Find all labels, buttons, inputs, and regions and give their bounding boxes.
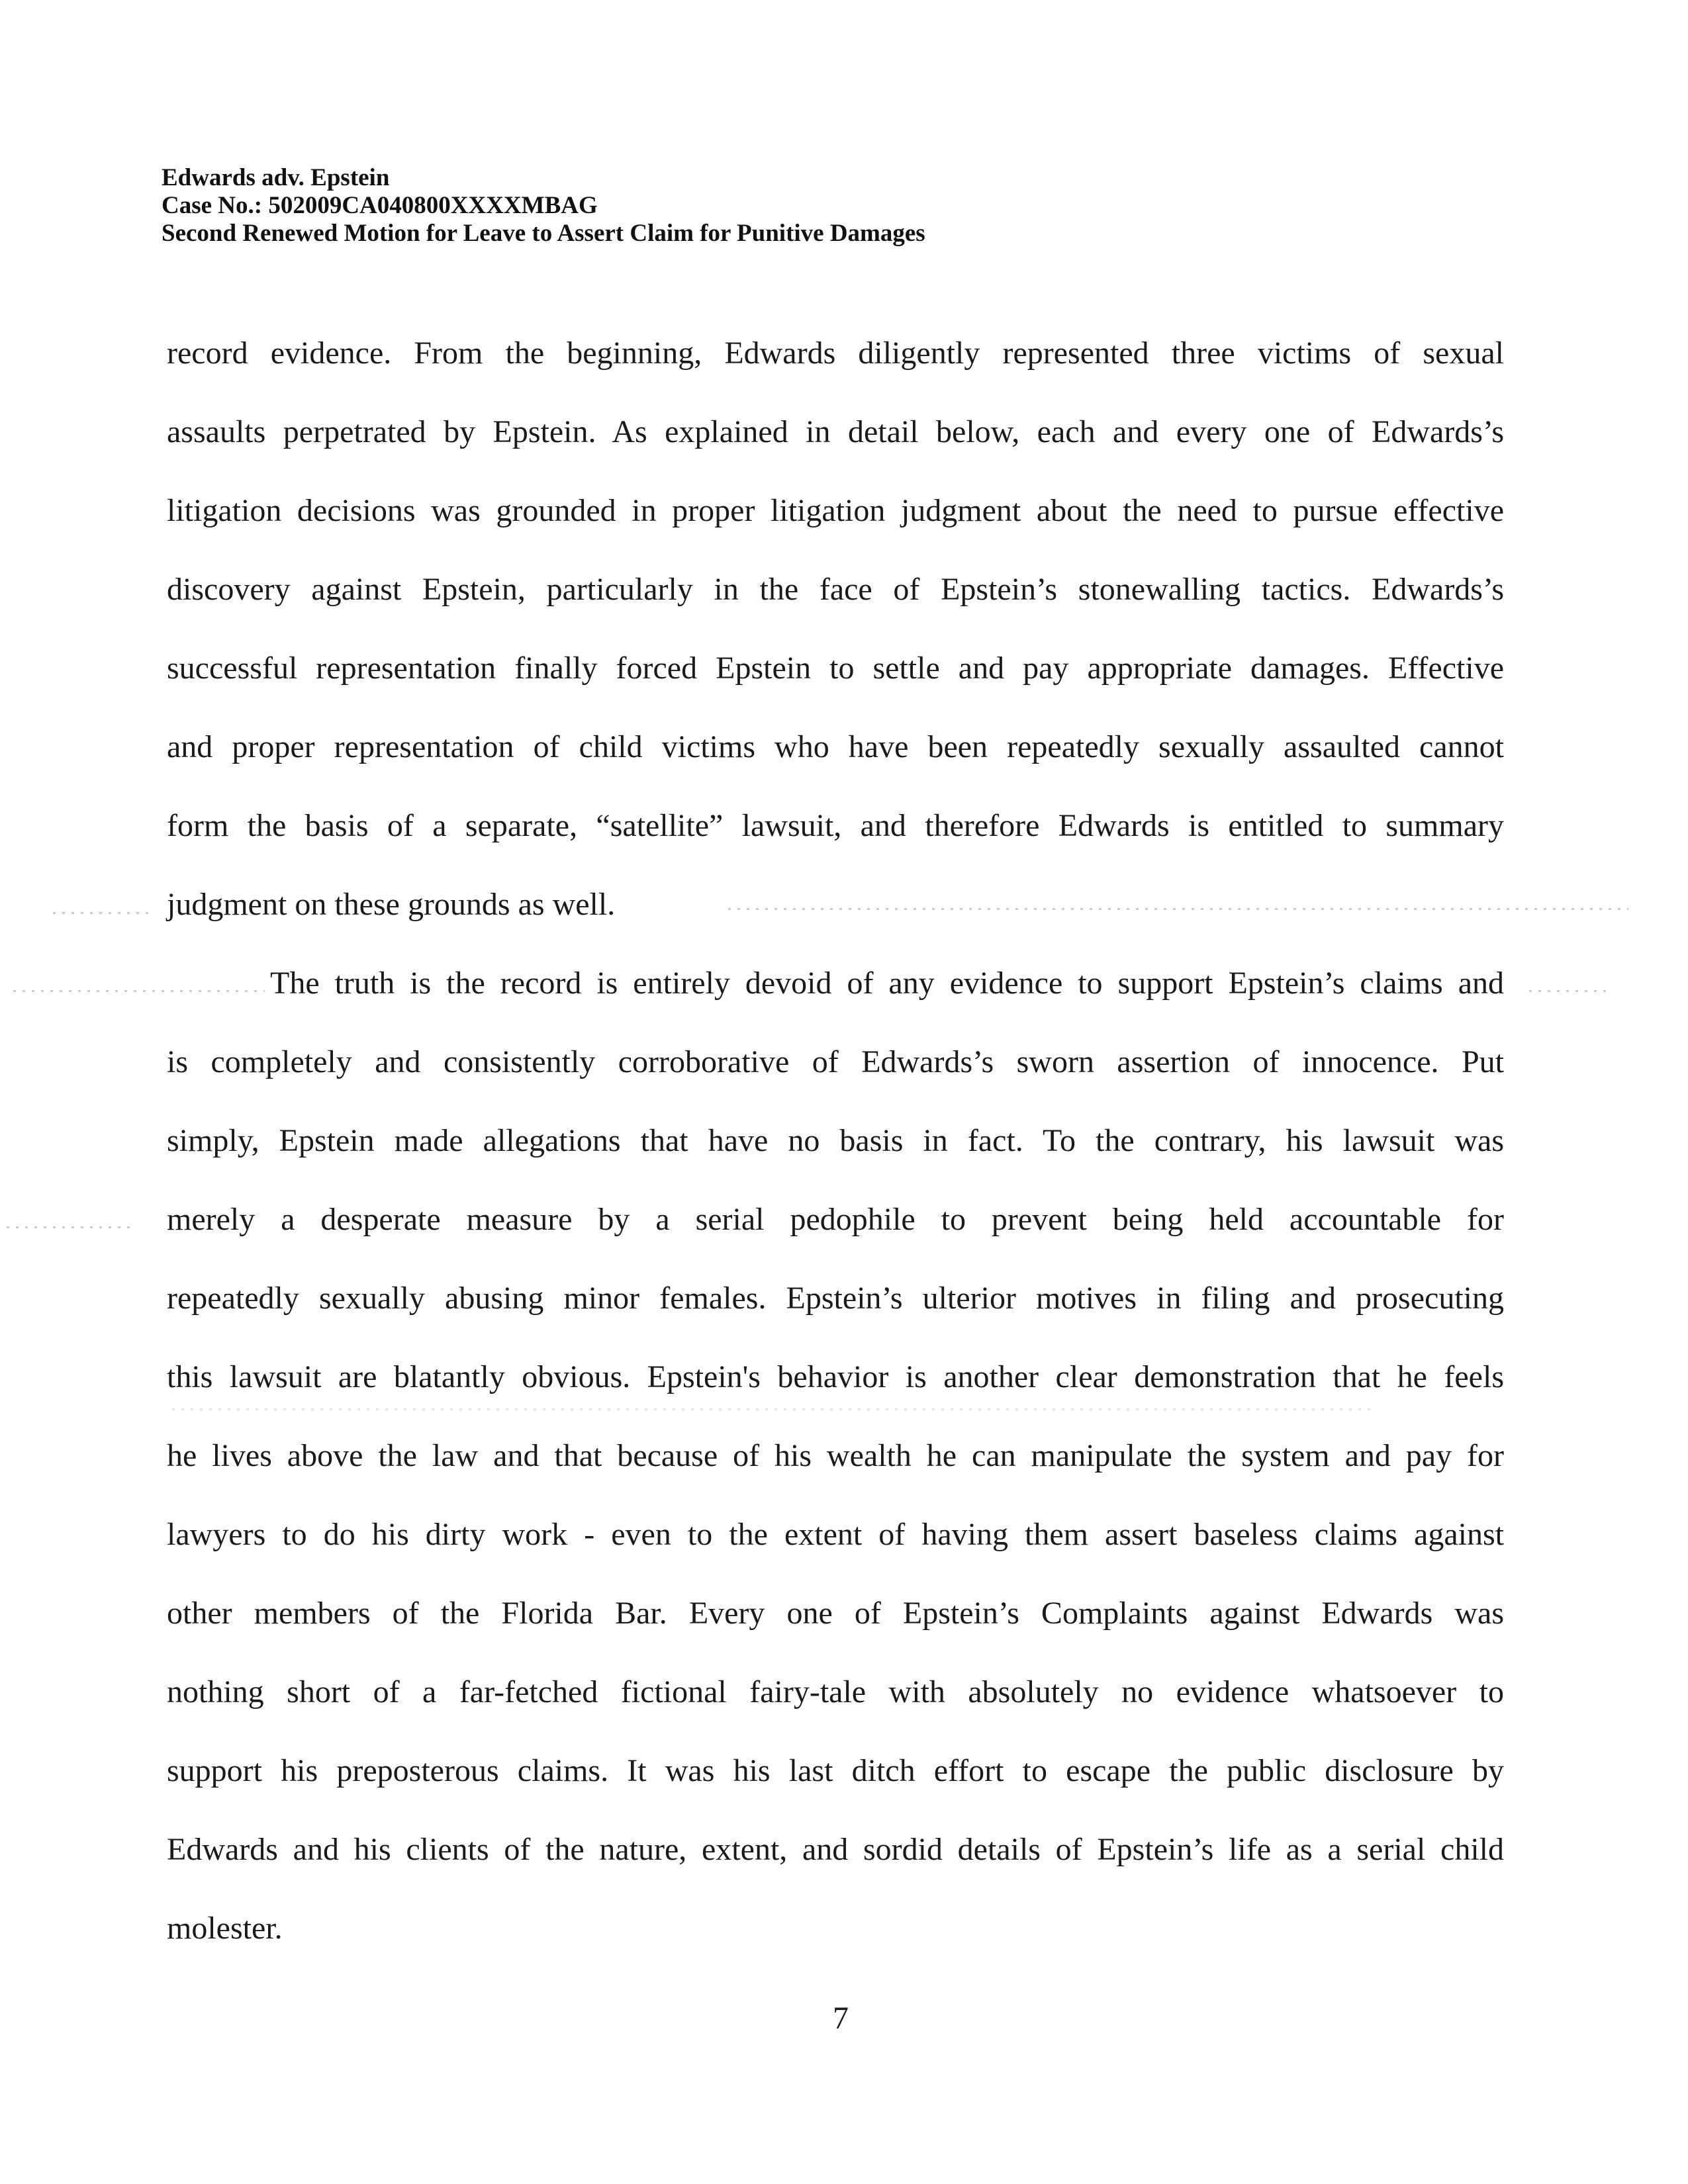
scan-artifact <box>13 990 265 992</box>
text-line: The truth is the record is entirely devoid of any evidence to support Epstein’s claims and <box>270 966 1504 1001</box>
text-line: Edwards and his clients of the nature, extent, and sordid details of Epstein’s life as a serial child <box>167 1832 1504 1867</box>
text-line: repeatedly sexually abusing minor females. Epstein’s ulterior motives in filing and prosecuting <box>167 1281 1504 1316</box>
text-line: successful representation finally forced Epstein to settle and pay appropriate damages. Effective <box>167 651 1504 686</box>
text-line: discovery against Epstein, particularly in the face of Epstein’s stonewalling tactics. Edwards’s <box>167 572 1504 607</box>
text-line: he lives above the law and that because of his wealth he can manipulate the system and pay for <box>167 1438 1504 1473</box>
text-line: support his preposterous claims. It was his last ditch effort to escape the public disclosure by <box>167 1753 1504 1788</box>
text-line: form the basis of a separate, “satellite” lawsuit, and therefore Edwards is entitled to summary <box>167 808 1504 843</box>
document-header <box>162 164 1419 248</box>
text-line: and proper representation of child victims who have been repeatedly sexually assaulted cannot <box>167 729 1504 764</box>
document-title: Second Renewed Motion for Leave to Assert Claim for Punitive Damages <box>162 220 925 247</box>
scan-artifact <box>1529 990 1609 992</box>
text-line: is completely and consistently corroborative of Edwards’s sworn assertion of innocence. Put <box>167 1044 1504 1079</box>
text-line: this lawsuit are blatantly obvious. Epstein's behavior is another clear demonstration that he feels <box>167 1359 1504 1394</box>
text-line: molester. <box>167 1911 283 1946</box>
text-line: judgment on these grounds as well. <box>167 887 616 922</box>
scan-artifact <box>728 908 1628 910</box>
text-line: record evidence. From the beginning, Edwards diligently represented three victims of sexual <box>167 336 1504 371</box>
text-line: lawyers to do his dirty work - even to the extent of having them assert baseless claims against <box>167 1517 1504 1552</box>
text-line: simply, Epstein made allegations that have no basis in fact. To the contrary, his lawsuit was <box>167 1123 1504 1158</box>
case-number: Case No.: 502009CA040800XXXXMBAG <box>162 192 598 219</box>
scan-artifact <box>172 1408 1377 1410</box>
case-caption: Edwards adv. Epstein <box>162 164 390 191</box>
text-line: merely a desperate measure by a serial pedophile to prevent being held accountable for <box>167 1202 1504 1237</box>
page-number: 7 <box>833 2001 849 2036</box>
text-line: nothing short of a far-fetched fictional fairy-tale with absolutely no evidence whatsoever to <box>167 1674 1504 1709</box>
text-line: assaults perpetrated by Epstein. As explained in detail below, each and every one of Edwards’s <box>167 414 1504 449</box>
scan-artifact <box>53 912 152 914</box>
scan-artifact <box>7 1226 132 1228</box>
text-line: other members of the Florida Bar. Every one of Epstein’s Complaints against Edwards was <box>167 1596 1504 1631</box>
text-line: litigation decisions was grounded in proper litigation judgment about the need to pursue effective <box>167 493 1504 528</box>
